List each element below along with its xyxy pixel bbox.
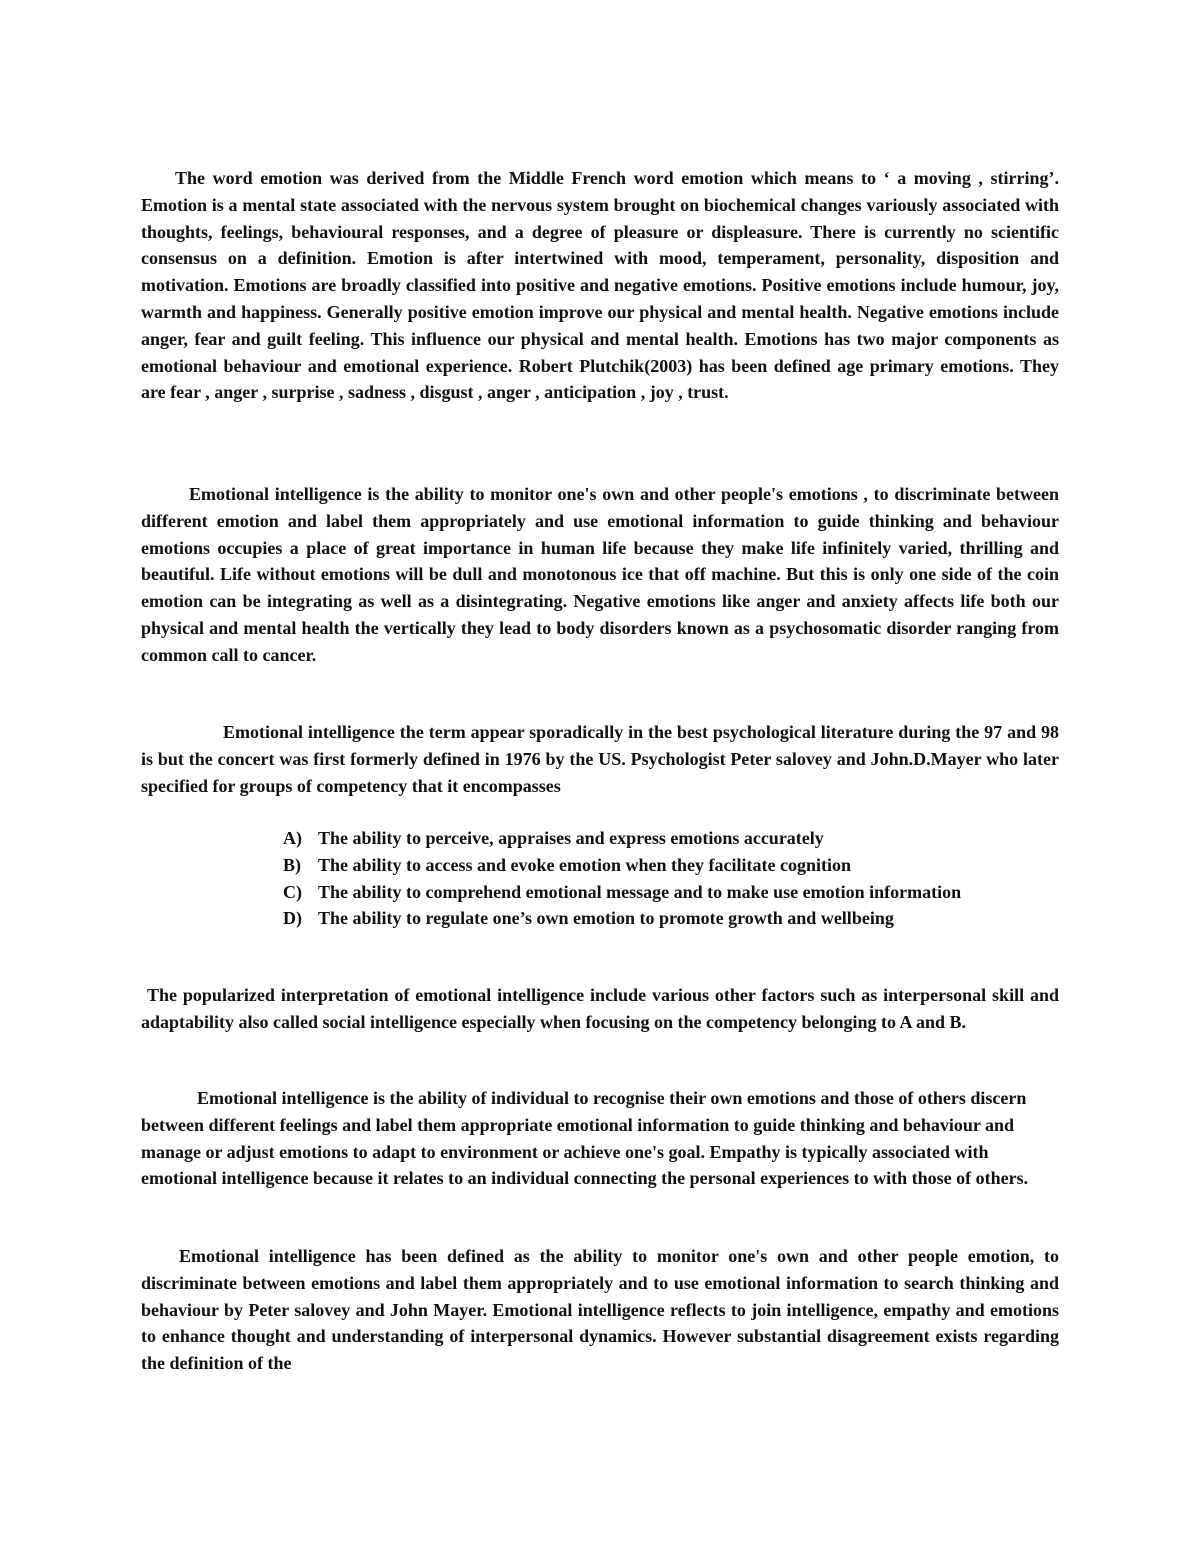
list-item xyxy=(283,852,1059,879)
list-marker: A) xyxy=(283,828,302,848)
paragraph-defined-salovey-mayer: Emotional intelligence has been defined as the ability to monitor one's own and other people emotion, to discriminate between emotions and label them appropriately and to use emotional information to search thinking and behaviour by Peter salovey and John Mayer. Emotional intelligence reflects to join intelligence, empathy and emotions to enhance thought and understanding of interpersonal dynamics. However substantial disagreement exists regarding the definition of the xyxy=(141,1246,1059,1374)
paragraph-emotional-intelligence-ability: Emotional intelligence is the ability to monitor one's own and other people's emotions , to discriminate between different emotion and label them appropriately and use emotional information to guide thinking and behaviour emotions occupies a place of great importance in human life because they make life infinitely varied, thrilling and beautiful. Life without emotions will be dull and monotonous ice that off machine. But this is only one side of the coin emotion can be integrating as well as a disintegrating. Negative emotions like anger and anxiety affects life both our physical and mental health the vertically they lead to body disorders known as a psychosomatic disorder ranging from common call to cancer. xyxy=(141,484,1059,665)
list-marker: C) xyxy=(283,881,302,902)
paragraph-popularized-interpretation: The popularized interpretation of emotional intelligence include various other factors such as interpersonal skill and adaptability also called social intelligence especially when focusing on the competency belonging to A and B. xyxy=(141,985,1059,1032)
competency-list xyxy=(283,825,1059,932)
paragraph-recognise-emotions: Emotional intelligence is the ability of individual to recognise their own emotions and those of others discern between different feelings and label them appropriate emotional information to guide thinking and behaviour and manage or adjust emotions to adapt to environment or achieve one's goal. Empathy is typically associated with emotional intelligence because it relates to an individual connecting the personal experiences to with those of others. xyxy=(141,1088,1029,1189)
list-item xyxy=(283,825,1059,852)
list-item-text: The ability to perceive, appraises and express emotions accurately xyxy=(318,828,824,848)
paragraph-term-history: Emotional intelligence the term appear sporadically in the best psychological literature during the 97 and 98 is but the concert was first formerly defined in 1976 by the US. Psychologist Peter salovey and John.D.Mayer who later specified for groups of competency that it encompasses xyxy=(141,722,1059,796)
list-item xyxy=(283,905,1059,932)
paragraph-emotion-definition: The word emotion was derived from the Middle French word emotion which means to ‘ a moving , stirring’. Emotion is a mental state associated with the nervous system brought on biochemical changes variously associated with thoughts, feelings, behavioural responses, and a degree of pleasure or displeasure. There is currently no scientific consensus on a definition. Emotion is after intertwined with mood, temperament, personality, disposition and motivation. Emotions are broadly classified into positive and negative emotions. Positive emotions include humour, joy, warmth and happiness. Generally positive emotion improve our physical and mental health. Negative emotions include anger, fear and guilt feeling. This influence our physical and mental health. Emotions has two major components as emotional behaviour and emotional experience. Robert Plutchik(2003) has been defined age primary emotions. They are fear , anger , surprise , sadness , disgust , anger , anticipation , joy , trust. xyxy=(141,168,1059,403)
list-marker: B) xyxy=(283,854,301,875)
list-item-text: The ability to comprehend emotional message and to make use emotion information xyxy=(318,881,962,902)
list-marker: D) xyxy=(283,908,302,929)
list-item-text: The ability to regulate one’s own emotion to promote growth and wellbeing xyxy=(318,908,894,929)
list-item xyxy=(283,879,1059,906)
list-item-text: The ability to access and evoke emotion when they facilitate cognition xyxy=(318,854,851,875)
